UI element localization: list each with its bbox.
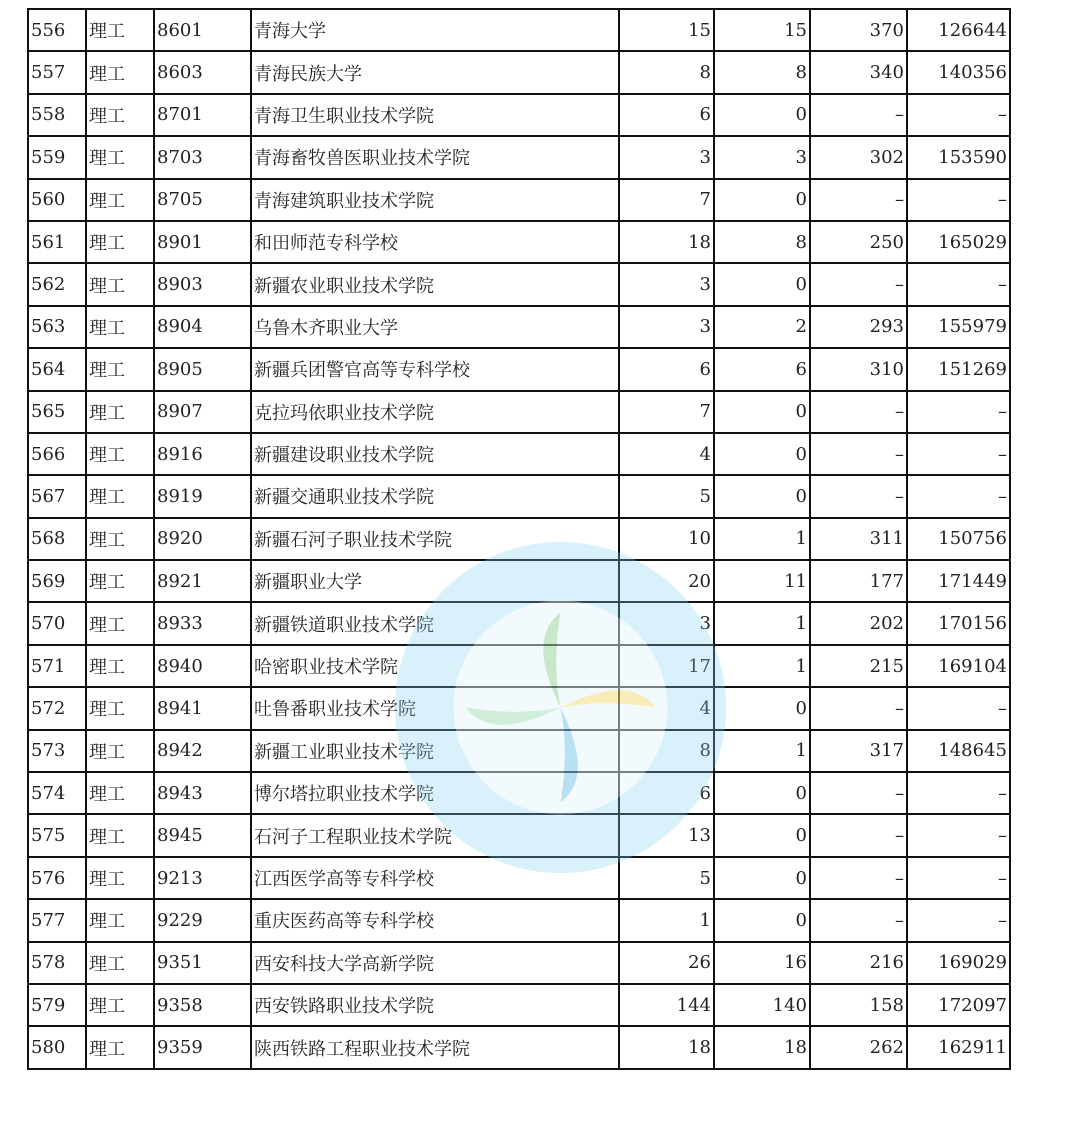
min-score-cell: 158 <box>810 984 907 1026</box>
table-row <box>28 984 1010 1026</box>
school-name-cell: 青海畜牧兽医职业技术学院 <box>251 136 619 178</box>
table-row <box>28 602 1010 644</box>
school-code-cell: 8941 <box>154 687 251 729</box>
category-cell: 理工 <box>86 899 154 941</box>
plan-count-cell: 8 <box>619 51 714 93</box>
admitted-count-cell: 0 <box>714 857 810 899</box>
plan-count-cell: 20 <box>619 560 714 602</box>
row-number-cell: 559 <box>28 136 86 178</box>
plan-count-cell: 4 <box>619 687 714 729</box>
school-code-cell: 8907 <box>154 391 251 433</box>
row-number-cell: 567 <box>28 475 86 517</box>
table-row <box>28 433 1010 475</box>
school-name-cell: 重庆医药高等专科学校 <box>251 899 619 941</box>
min-score-cell: – <box>810 475 907 517</box>
row-number-cell: 568 <box>28 518 86 560</box>
category-cell: 理工 <box>86 1026 154 1068</box>
row-number-cell: 576 <box>28 857 86 899</box>
table-row <box>28 263 1010 305</box>
min-score-cell: 202 <box>810 602 907 644</box>
plan-count-cell: 10 <box>619 518 714 560</box>
school-code-cell: 8945 <box>154 814 251 856</box>
min-rank-cell: – <box>907 475 1010 517</box>
row-number-cell: 561 <box>28 221 86 263</box>
school-name-cell: 克拉玛依职业技术学院 <box>251 391 619 433</box>
table-row <box>28 518 1010 560</box>
min-rank-cell: 162911 <box>907 1026 1010 1068</box>
school-name-cell: 新疆兵团警官高等专科学校 <box>251 348 619 390</box>
admitted-count-cell: 0 <box>714 391 810 433</box>
school-name-cell: 哈密职业技术学院 <box>251 645 619 687</box>
school-name-cell: 吐鲁番职业技术学院 <box>251 687 619 729</box>
admitted-count-cell: 16 <box>714 942 810 984</box>
category-cell: 理工 <box>86 602 154 644</box>
school-code-cell: 8901 <box>154 221 251 263</box>
admitted-count-cell: 140 <box>714 984 810 1026</box>
plan-count-cell: 6 <box>619 348 714 390</box>
school-code-cell: 9358 <box>154 984 251 1026</box>
school-code-cell: 8603 <box>154 51 251 93</box>
school-code-cell: 8905 <box>154 348 251 390</box>
admitted-count-cell: 11 <box>714 560 810 602</box>
plan-count-cell: 3 <box>619 263 714 305</box>
school-name-cell: 博尔塔拉职业技术学院 <box>251 772 619 814</box>
min-rank-cell: 172097 <box>907 984 1010 1026</box>
table-row <box>28 179 1010 221</box>
row-number-cell: 570 <box>28 602 86 644</box>
school-code-cell: 8921 <box>154 560 251 602</box>
min-rank-cell: 165029 <box>907 221 1010 263</box>
min-rank-cell: 140356 <box>907 51 1010 93</box>
admitted-count-cell: 15 <box>714 9 810 51</box>
plan-count-cell: 7 <box>619 391 714 433</box>
min-rank-cell: – <box>907 179 1010 221</box>
school-code-cell: 8919 <box>154 475 251 517</box>
school-code-cell: 9359 <box>154 1026 251 1068</box>
admission-table <box>27 8 1011 1070</box>
min-score-cell: – <box>810 814 907 856</box>
row-number-cell: 575 <box>28 814 86 856</box>
admitted-count-cell: 1 <box>714 730 810 772</box>
min-rank-cell: 170156 <box>907 602 1010 644</box>
min-score-cell: 310 <box>810 348 907 390</box>
table-row <box>28 857 1010 899</box>
min-score-cell: – <box>810 772 907 814</box>
row-number-cell: 579 <box>28 984 86 1026</box>
plan-count-cell: 6 <box>619 94 714 136</box>
category-cell: 理工 <box>86 475 154 517</box>
min-score-cell: 340 <box>810 51 907 93</box>
table-row <box>28 645 1010 687</box>
row-number-cell: 569 <box>28 560 86 602</box>
category-cell: 理工 <box>86 857 154 899</box>
min-rank-cell: – <box>907 263 1010 305</box>
row-number-cell: 571 <box>28 645 86 687</box>
table-row <box>28 942 1010 984</box>
category-cell: 理工 <box>86 263 154 305</box>
plan-count-cell: 8 <box>619 730 714 772</box>
row-number-cell: 566 <box>28 433 86 475</box>
category-cell: 理工 <box>86 348 154 390</box>
min-rank-cell: 171449 <box>907 560 1010 602</box>
row-number-cell: 557 <box>28 51 86 93</box>
plan-count-cell: 4 <box>619 433 714 475</box>
school-name-cell: 青海民族大学 <box>251 51 619 93</box>
table-row <box>28 560 1010 602</box>
table-row <box>28 306 1010 348</box>
row-number-cell: 560 <box>28 179 86 221</box>
admitted-count-cell: 0 <box>714 772 810 814</box>
min-rank-cell: 169029 <box>907 942 1010 984</box>
min-rank-cell: 151269 <box>907 348 1010 390</box>
min-score-cell: 215 <box>810 645 907 687</box>
category-cell: 理工 <box>86 94 154 136</box>
school-name-cell: 新疆建设职业技术学院 <box>251 433 619 475</box>
table-row <box>28 94 1010 136</box>
school-name-cell: 青海建筑职业技术学院 <box>251 179 619 221</box>
min-score-cell: 317 <box>810 730 907 772</box>
school-name-cell: 西安铁路职业技术学院 <box>251 984 619 1026</box>
category-cell: 理工 <box>86 433 154 475</box>
category-cell: 理工 <box>86 772 154 814</box>
row-number-cell: 572 <box>28 687 86 729</box>
row-number-cell: 564 <box>28 348 86 390</box>
table-row <box>28 814 1010 856</box>
plan-count-cell: 17 <box>619 645 714 687</box>
category-cell: 理工 <box>86 306 154 348</box>
table-row <box>28 51 1010 93</box>
category-cell: 理工 <box>86 51 154 93</box>
school-name-cell: 新疆铁道职业技术学院 <box>251 602 619 644</box>
min-rank-cell: – <box>907 857 1010 899</box>
min-score-cell: 262 <box>810 1026 907 1068</box>
plan-count-cell: 3 <box>619 602 714 644</box>
table-row <box>28 221 1010 263</box>
min-score-cell: 216 <box>810 942 907 984</box>
school-name-cell: 石河子工程职业技术学院 <box>251 814 619 856</box>
table-row <box>28 1026 1010 1068</box>
min-rank-cell: 155979 <box>907 306 1010 348</box>
school-code-cell: 8933 <box>154 602 251 644</box>
school-name-cell: 青海大学 <box>251 9 619 51</box>
table-row <box>28 9 1010 51</box>
plan-count-cell: 3 <box>619 136 714 178</box>
row-number-cell: 563 <box>28 306 86 348</box>
row-number-cell: 565 <box>28 391 86 433</box>
table-row <box>28 391 1010 433</box>
school-name-cell: 和田师范专科学校 <box>251 221 619 263</box>
plan-count-cell: 1 <box>619 899 714 941</box>
table-row <box>28 136 1010 178</box>
school-code-cell: 8942 <box>154 730 251 772</box>
min-score-cell: – <box>810 899 907 941</box>
table-row <box>28 899 1010 941</box>
min-rank-cell: – <box>907 772 1010 814</box>
admitted-count-cell: 0 <box>714 814 810 856</box>
min-score-cell: – <box>810 857 907 899</box>
admitted-count-cell: 1 <box>714 518 810 560</box>
school-name-cell: 江西医学高等专科学校 <box>251 857 619 899</box>
min-rank-cell: 148645 <box>907 730 1010 772</box>
category-cell: 理工 <box>86 984 154 1026</box>
table-row <box>28 772 1010 814</box>
school-name-cell: 乌鲁木齐职业大学 <box>251 306 619 348</box>
plan-count-cell: 5 <box>619 475 714 517</box>
min-score-cell: 293 <box>810 306 907 348</box>
row-number-cell: 562 <box>28 263 86 305</box>
admitted-count-cell: 8 <box>714 221 810 263</box>
school-code-cell: 8703 <box>154 136 251 178</box>
table-row <box>28 475 1010 517</box>
table-row <box>28 348 1010 390</box>
plan-count-cell: 3 <box>619 306 714 348</box>
school-name-cell: 西安科技大学高新学院 <box>251 942 619 984</box>
row-number-cell: 558 <box>28 94 86 136</box>
category-cell: 理工 <box>86 179 154 221</box>
admitted-count-cell: 3 <box>714 136 810 178</box>
school-name-cell: 新疆交通职业技术学院 <box>251 475 619 517</box>
school-code-cell: 8705 <box>154 179 251 221</box>
plan-count-cell: 26 <box>619 942 714 984</box>
min-rank-cell: 126644 <box>907 9 1010 51</box>
school-code-cell: 8916 <box>154 433 251 475</box>
min-score-cell: – <box>810 687 907 729</box>
school-code-cell: 8701 <box>154 94 251 136</box>
min-score-cell: 370 <box>810 9 907 51</box>
admitted-count-cell: 1 <box>714 645 810 687</box>
min-score-cell: 311 <box>810 518 907 560</box>
admitted-count-cell: 18 <box>714 1026 810 1068</box>
plan-count-cell: 13 <box>619 814 714 856</box>
plan-count-cell: 18 <box>619 221 714 263</box>
plan-count-cell: 7 <box>619 179 714 221</box>
row-number-cell: 573 <box>28 730 86 772</box>
school-code-cell: 8601 <box>154 9 251 51</box>
category-cell: 理工 <box>86 814 154 856</box>
admitted-count-cell: 0 <box>714 263 810 305</box>
school-name-cell: 新疆石河子职业技术学院 <box>251 518 619 560</box>
min-rank-cell: 153590 <box>907 136 1010 178</box>
min-score-cell: 302 <box>810 136 907 178</box>
admitted-count-cell: 0 <box>714 899 810 941</box>
school-name-cell: 新疆职业大学 <box>251 560 619 602</box>
admitted-count-cell: 0 <box>714 475 810 517</box>
category-cell: 理工 <box>86 518 154 560</box>
school-name-cell: 新疆工业职业技术学院 <box>251 730 619 772</box>
category-cell: 理工 <box>86 136 154 178</box>
plan-count-cell: 18 <box>619 1026 714 1068</box>
school-code-cell: 8903 <box>154 263 251 305</box>
min-rank-cell: – <box>907 814 1010 856</box>
min-rank-cell: – <box>907 899 1010 941</box>
admitted-count-cell: 2 <box>714 306 810 348</box>
school-name-cell: 青海卫生职业技术学院 <box>251 94 619 136</box>
row-number-cell: 577 <box>28 899 86 941</box>
plan-count-cell: 15 <box>619 9 714 51</box>
category-cell: 理工 <box>86 391 154 433</box>
category-cell: 理工 <box>86 9 154 51</box>
min-score-cell: – <box>810 263 907 305</box>
admitted-count-cell: 0 <box>714 433 810 475</box>
min-score-cell: – <box>810 391 907 433</box>
min-rank-cell: – <box>907 94 1010 136</box>
min-rank-cell: – <box>907 687 1010 729</box>
school-code-cell: 9351 <box>154 942 251 984</box>
plan-count-cell: 5 <box>619 857 714 899</box>
school-code-cell: 8943 <box>154 772 251 814</box>
admitted-count-cell: 0 <box>714 179 810 221</box>
admitted-count-cell: 8 <box>714 51 810 93</box>
category-cell: 理工 <box>86 942 154 984</box>
category-cell: 理工 <box>86 221 154 263</box>
min-score-cell: – <box>810 433 907 475</box>
admitted-count-cell: 0 <box>714 94 810 136</box>
school-code-cell: 8904 <box>154 306 251 348</box>
category-cell: 理工 <box>86 560 154 602</box>
category-cell: 理工 <box>86 687 154 729</box>
admitted-count-cell: 1 <box>714 602 810 644</box>
school-name-cell: 新疆农业职业技术学院 <box>251 263 619 305</box>
school-name-cell: 陕西铁路工程职业技术学院 <box>251 1026 619 1068</box>
admitted-count-cell: 0 <box>714 687 810 729</box>
min-score-cell: – <box>810 94 907 136</box>
table-row <box>28 687 1010 729</box>
category-cell: 理工 <box>86 730 154 772</box>
row-number-cell: 574 <box>28 772 86 814</box>
table-row <box>28 730 1010 772</box>
min-rank-cell: – <box>907 391 1010 433</box>
school-code-cell: 9229 <box>154 899 251 941</box>
plan-count-cell: 144 <box>619 984 714 1026</box>
row-number-cell: 580 <box>28 1026 86 1068</box>
min-score-cell: – <box>810 179 907 221</box>
school-code-cell: 8940 <box>154 645 251 687</box>
min-rank-cell: 150756 <box>907 518 1010 560</box>
min-score-cell: 250 <box>810 221 907 263</box>
row-number-cell: 556 <box>28 9 86 51</box>
min-rank-cell: 169104 <box>907 645 1010 687</box>
school-code-cell: 8920 <box>154 518 251 560</box>
admitted-count-cell: 6 <box>714 348 810 390</box>
plan-count-cell: 6 <box>619 772 714 814</box>
category-cell: 理工 <box>86 645 154 687</box>
row-number-cell: 578 <box>28 942 86 984</box>
school-code-cell: 9213 <box>154 857 251 899</box>
min-score-cell: 177 <box>810 560 907 602</box>
min-rank-cell: – <box>907 433 1010 475</box>
